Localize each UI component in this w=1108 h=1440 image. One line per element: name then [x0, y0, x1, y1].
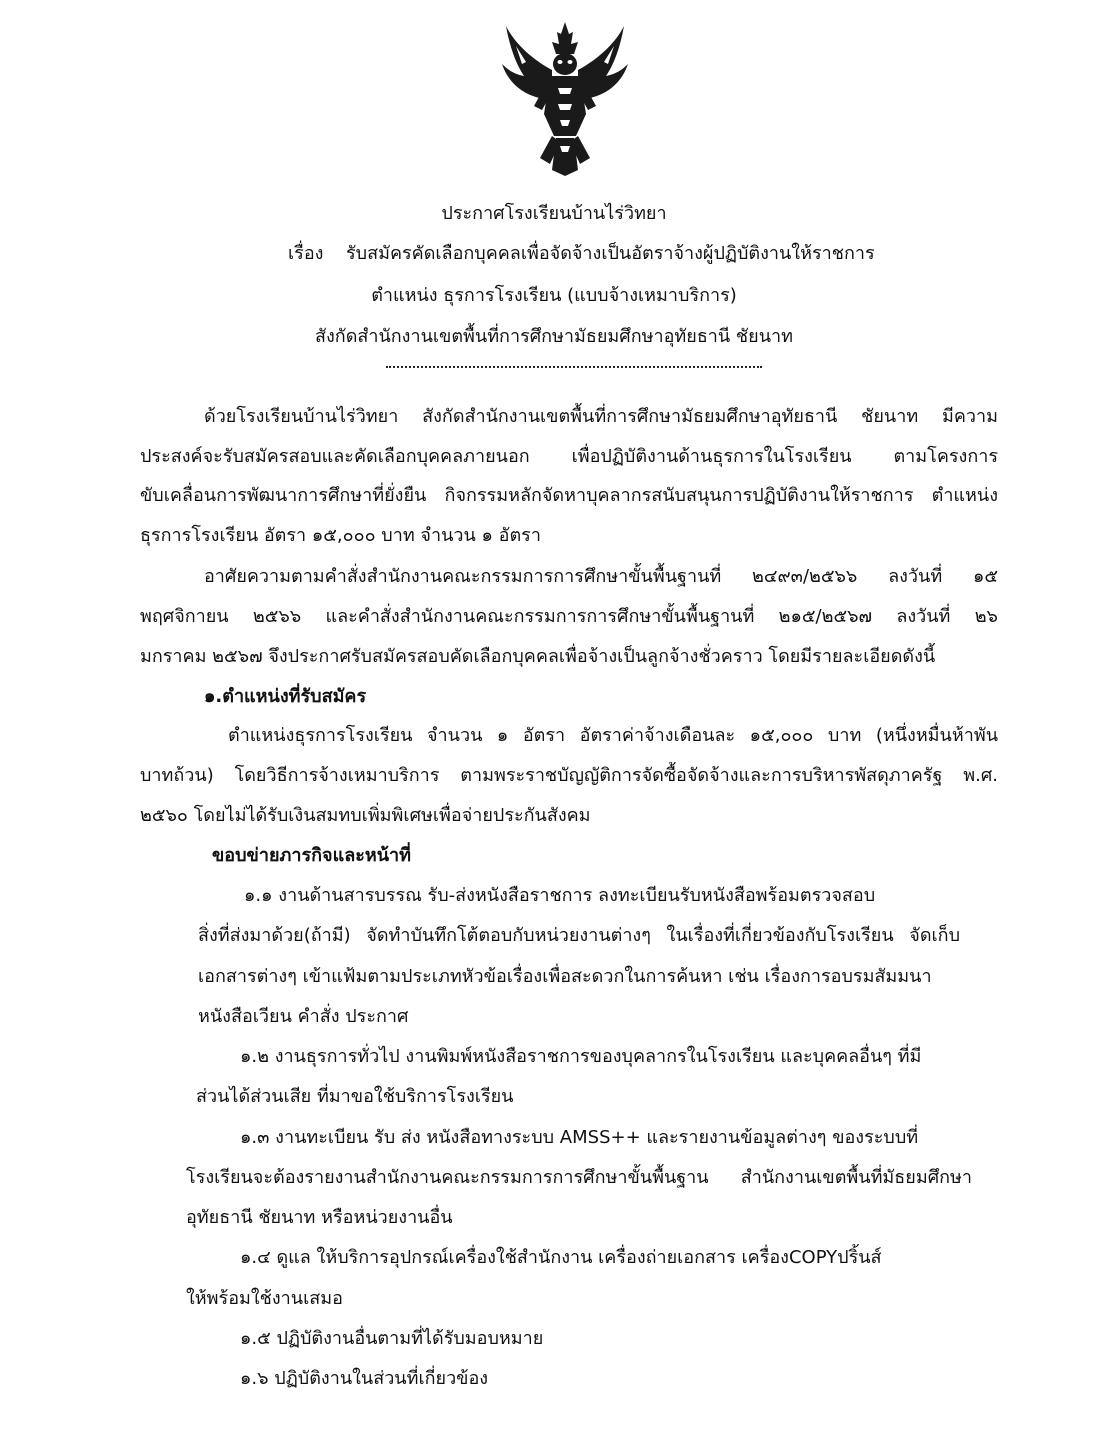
scope-item-1-6: ๑.๖ ปฏิบัติงานในส่วนที่เกี่ยวข้อง	[240, 1368, 489, 1389]
scope-item-1-3: อุทัยธานี ชัยนาท หรือหน่วยงานอื่น	[186, 1207, 453, 1228]
scope-item-1-2: ๑.๒ งานธุรการทั่วไป งานพิมพ์หนังสือราชการของบุคลากรในโรงเรียน และบุคคลอื่นๆ ที่มี	[240, 1046, 922, 1067]
scope-item-1-5: ๑.๕ ปฏิบัติงานอื่นตามที่ได้รับมอบหมาย	[240, 1328, 544, 1349]
scope-item-1-4: ๑.๔ ดูแล ให้บริการอุปกรณ์เครื่องใช้สำนักงาน เครื่องถ่ายเอกสาร เครื่องCOPYปริ้นส์	[240, 1247, 882, 1268]
garuda-emblem-icon	[500, 18, 630, 178]
intro-line: ประสงค์จะรับสมัครสอบและคัดเลือกบุคคลภายนอก เพื่อปฏิบัติงานด้านธุรการในโรงเรียน ตามโครงการ	[140, 446, 998, 467]
scope-item-1-1: หนังสือเวียน คำสั่ง ประกาศ	[198, 1006, 409, 1027]
scope-heading: ขอบข่ายภารกิจและหน้าที่	[212, 845, 412, 866]
section-1-line: ๒๕๖๐ โดยไม่ได้รับเงินสมทบเพิ่มพิเศษเพื่อจ่ายประกันสังคม	[140, 805, 591, 826]
intro-line: ธุรการโรงเรียน อัตรา ๑๕,๐๐๐ บาท จำนวน ๑ อัตรา	[140, 525, 541, 546]
dotted-separator	[386, 366, 762, 368]
scope-item-1-3: ๑.๓ งานทะเบียน รับ ส่ง หนังสือทางระบบ AMSS++ และรายงานข้อมูลต่างๆ ของระบบที่	[240, 1127, 919, 1148]
intro-line: ด้วยโรงเรียนบ้านไร่วิทยา สังกัดสำนักงานเขตพื้นที่การศึกษามัธยมศึกษาอุทัยธานี ชัยนาท มีความ	[204, 406, 998, 427]
authority-line: พฤศจิกายน ๒๕๖๖ และคำสั่งสำนักงานคณะกรรมการการศึกษาขั้นพื้นฐานที่ ๒๑๕/๒๕๖๗ ลงวันที่ ๒๖	[140, 606, 998, 627]
scope-item-1-2: ส่วนได้ส่วนเสีย ที่มาขอใช้บริการโรงเรียน	[196, 1086, 514, 1107]
affiliation-line: สังกัดสำนักงานเขตพื้นที่การศึกษามัธยมศึกษาอุทัยธานี ชัยนาท	[315, 326, 793, 347]
authority-line: มกราคม ๒๕๖๗ จึงประกาศรับสมัครสอบคัดเลือกบุคคลเพื่อจ้างเป็นลูกจ้างชั่วคราว โดยมีรายละเอียดดังนี้	[140, 646, 936, 667]
scope-item-1-1: ๑.๑ งานด้านสารบรรณ รับ-ส่งหนังสือราชการ ลงทะเบียนรับหนังสือพร้อมตรวจสอบ	[244, 885, 876, 906]
position-line: ตำแหน่ง ธุรการโรงเรียน (แบบจ้างเหมาบริการ)	[371, 285, 737, 306]
intro-line: ขับเคลื่อนการพัฒนาการศึกษาที่ยั่งยืน กิจกรรมหลักจัดหาบุคลากรสนับสนุนการปฏิบัติงานให้ราชการ ตำแหน่ง	[140, 485, 998, 506]
announcement-title: ประกาศโรงเรียนบ้านไร่วิทยา	[441, 203, 667, 224]
authority-line: อาศัยความตามคำสั่งสำนักงานคณะกรรมการการศึกษาขั้นพื้นฐานที่ ๒๔๙๓/๒๕๖๖ ลงวันที่ ๑๕	[204, 566, 998, 587]
subject-text: รับสมัครคัดเลือกบุคคลเพื่อจัดจ้างเป็นอัตราจ้างผู้ปฏิบัติงานให้ราชการ	[346, 243, 875, 264]
scope-item-1-1: สิ่งที่ส่งมาด้วย(ถ้ามี) จัดทำบันทึกโต้ตอบกับหน่วยงานต่างๆ ในเรื่องที่เกี่ยวข้องกับโรงเรียน จัดเก็บ	[198, 925, 960, 946]
section-1-heading: ๑.ตำแหน่งที่รับสมัคร	[204, 686, 367, 707]
subject-label: เรื่อง	[288, 243, 324, 264]
section-1-line: บาทถ้วน) โดยวิธีการจ้างเหมาบริการ ตามพระราชบัญญัติการจัดซื้อจัดจ้างและการบริหารพัสดุภาครัฐ พ.ศ.	[140, 765, 998, 786]
scope-item-1-1: เอกสารต่างๆ เข้าแฟ้มตามประเภทหัวข้อเรื่องเพื่อสะดวกในการค้นหา เช่น เรื่องการอบรมสัมมนา	[198, 966, 932, 987]
scope-item-1-3: โรงเรียนจะต้องรายงานสำนักงานคณะกรรมการการศึกษาขั้นพื้นฐาน สำนักงานเขตพื้นที่มัธยมศึกษา	[186, 1167, 972, 1188]
section-1-line: ตำแหน่งธุรการโรงเรียน จำนวน ๑ อัตรา อัตราค่าจ้างเดือนละ ๑๕,๐๐๐ บาท (หนึ่งหมื่นห้าพัน	[228, 725, 998, 746]
scope-item-1-4: ให้พร้อมใช้งานเสมอ	[186, 1288, 343, 1309]
